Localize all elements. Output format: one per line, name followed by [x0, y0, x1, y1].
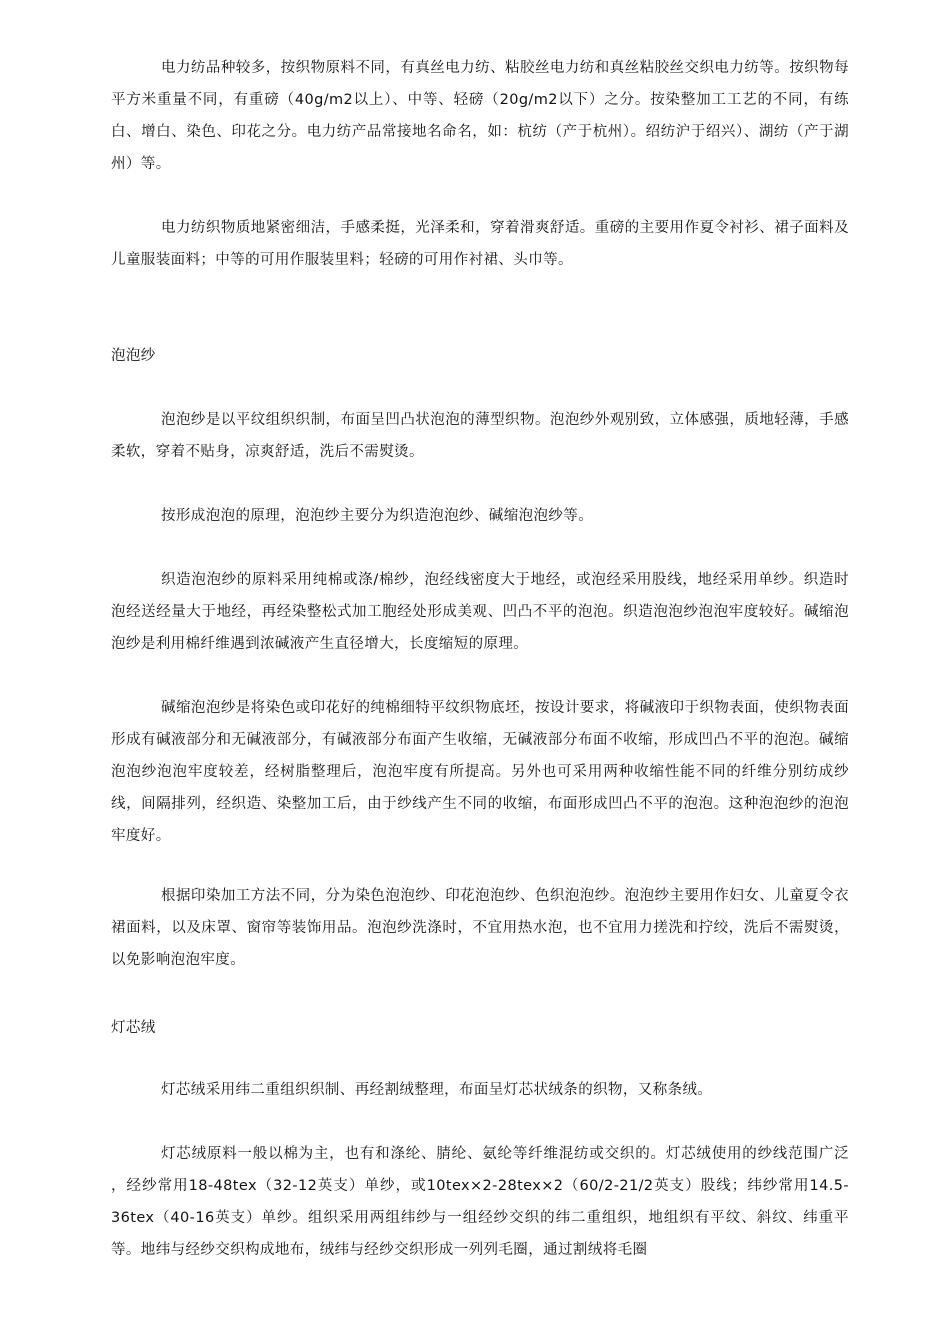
heading-dengxinrong: 灯芯绒 [111, 1020, 156, 1036]
paragraph-dengxinrong-materials: 灯芯绒原料一般以棉为主，也有和涤纶、腈纶、氨纶等纤维混纺或交织的。灯芯绒使用的纱线范围广泛 ，经纱常用18-48tex（32-12英支）单纱，或10tex×2-28tex×2（60/2-21/2英支）股线；纬纱常用14.5-36tex（40-16英支）单纱。组织采用两组纬纱与一组经纱交织的纬二重组织，地组织有平纹、斜纹、纬重平等。地纬与经纱交织构成地布，绒纬与经纱交织形成一列列毛圈，通过割绒将毛圈 [111, 1146, 849, 1258]
paragraph-paopaosha-intro: 泡泡纱是以平纹组织织制，布面呈凹凸状泡泡的薄型织物。泡泡纱外观别致，立体感强，质地轻薄，手感柔软，穿着不贴身，凉爽舒适，洗后不需熨烫。 [111, 412, 849, 460]
paragraph-paopaosha-usage: 根据印染加工方法不同，分为染色泡泡纱、印花泡泡纱、色织泡泡纱。泡泡纱主要用作妇女、儿童夏令衣裙面料，以及床罩、窗帘等装饰用品。泡泡纱洗涤时，不宜用热水泡，也不宜用力搓洗和拧绞，洗后不需熨烫，以免影响泡泡牢度。 [111, 888, 849, 968]
paragraph-dengxinrong-intro: 灯芯绒采用纬二重组织织制、再经割绒整理，布面呈灯芯状绒条的织物，又称条绒。 [161, 1082, 713, 1098]
paragraph-diantifang-properties: 电力纺织物质地紧密细洁，手感柔挺，光泽柔和，穿着滑爽舒适。重磅的主要用作夏令衬衫、裙子面料及儿童服装面料；中等的可用作服装里料；轻磅的可用作衬裙、头巾等。 [111, 220, 849, 268]
paragraph-paopaosha-types: 按形成泡泡的原理，泡泡纱主要分为织造泡泡纱、碱缩泡泡纱等。 [161, 508, 594, 524]
paragraph-woven-paopaosha: 织造泡泡纱的原料采用纯棉或涤/棉纱，泡经线密度大于地经，或泡经采用股线，地经采用单纱。织造时泡经送经量大于地经，再经染整松式加工胞经处形成美观、凹凸不平的泡泡。织造泡泡纱泡泡牢度较好。碱缩泡泡纱是利用棉纤维遇到浓碱液产生直径增大，长度缩短的原理。 [111, 572, 849, 652]
paragraph-diantifang-varieties: 电力纺品种较多，按织物原料不同，有真丝电力纺、粘胶丝电力纺和真丝粘胶丝交织电力纺等。按织物每平方米重量不同，有重磅（40g/m2以上）、中等、轻磅（20g/m2以下）之分。按染整加工工艺的不同，有练白、增白、染色、印花之分。电力纺产品常接地名命名，如：杭纺（产于杭州）。绍纺沪于绍兴）、湖纺（产于湖州）等。 [111, 60, 849, 172]
paragraph-alkali-paopaosha: 碱缩泡泡纱是将染色或印花好的纯棉细特平纹织物底坯，按设计要求，将碱液印于织物表面，使织物表面形成有碱液部分和无碱液部分，有碱液部分布面产生收缩，无碱液部分布面不收缩，形成凹凸不平的泡泡。碱缩泡泡纱泡泡牢度较差，经树脂整理后，泡泡牢度有所提高。另外也可采用两种收缩性能不同的纤维分别纺成纱线，间隔排列，经织造、染整加工后，由于纱线产生不同的收缩，布面形成凹凸不平的泡泡。这种泡泡纱的泡泡牢度好。 [111, 700, 849, 844]
heading-paopaosha: 泡泡纱 [111, 348, 156, 364]
